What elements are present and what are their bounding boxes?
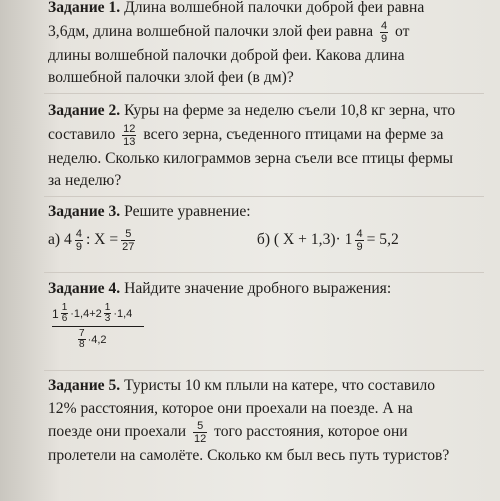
- task-2-line-3: неделю. Сколько килограммов зерна съели все птицы фермы: [48, 149, 454, 167]
- fraction: $\frac{4}{9}$: [380, 19, 388, 45]
- task-3-equations: [48, 228, 488, 253]
- fraction-expression: [52, 303, 144, 350]
- expression-numerator: 1 $\frac{1}{6}$ ·1,4+2 $\frac{1}{3}$ ·1,4: [52, 302, 133, 324]
- task-5-line-4: пролетели на самолёте. Сколько км был весь путь туристов?: [48, 447, 450, 464]
- task-2: [48, 100, 488, 193]
- equation-a: а) 4 $\frac{4}{9}$ : Х = $\frac{5}{27}$: [48, 227, 135, 253]
- task-4-label: Задание 4.: [48, 280, 121, 297]
- divider: [44, 272, 484, 273]
- equation-b: б) ( Х + 1,3)· 1 $\frac{4}{9}$ = 5,2: [256, 227, 399, 253]
- fraction: $\frac{1}{3}$: [104, 302, 111, 324]
- fraction: $\frac{12}{13}$: [123, 122, 136, 148]
- fraction: $\frac{5}{12}$: [194, 420, 207, 445]
- task-5: [48, 375, 488, 468]
- divider: [44, 93, 484, 94]
- task-2-label: Задание 2.: [48, 102, 121, 119]
- task-4-line-1: Задание 4. Найдите значение дробного выражения:: [48, 280, 392, 297]
- fraction: $\frac{5}{27}$: [122, 227, 135, 253]
- divider: [44, 196, 484, 197]
- expression-fraction-bar: [52, 326, 144, 327]
- task-2-line-2: составило $\frac{12}{13}$ всего зерна, съеденного птицами на ферме за: [48, 122, 444, 148]
- task-1-line-4: волшебной палочки злой феи (в дм)?: [48, 69, 294, 86]
- task-5-line-3: поезде они проехали $\frac{5}{12}$ того расстояния, которое они: [48, 420, 408, 445]
- fraction: $\frac{1}{6}$: [61, 302, 68, 324]
- task-5-line-1: Задание 5. Туристы 10 км плыли на катере, что составило: [48, 377, 436, 394]
- task-1-line-1: Задание 1. Длина волшебной палочки доброй феи равна: [48, 0, 425, 16]
- task-3-label: Задание 3.: [48, 203, 121, 220]
- task-3-line-1: Задание 3. Решите уравнение:: [48, 203, 251, 220]
- task-1-label: Задание 1.: [48, 0, 121, 16]
- task-1-line-3: длины волшебной палочки доброй феи. Какова длина: [48, 46, 405, 64]
- divider: [44, 370, 484, 371]
- fraction: $\frac{4}{9}$: [356, 227, 363, 253]
- fraction: $\frac{4}{9}$: [75, 227, 82, 253]
- task-3: [48, 201, 488, 253]
- task-5-label: Задание 5.: [48, 377, 121, 394]
- task-2-line-4: за неделю?: [48, 172, 122, 189]
- task-1-line-2: 3,6дм, длина волшебной палочки злой феи равна $\frac{4}{9}$ от: [48, 19, 410, 45]
- task-4: [48, 278, 488, 301]
- task-5-line-2: 12% расстояния, которое они проехали на поезде. А на: [48, 399, 413, 417]
- task-2-line-1: Задание 2. Куры на ферме за неделю съели 10,8 кг зерна, что: [48, 102, 456, 119]
- fraction: $\frac{7}{8}$: [79, 328, 85, 350]
- expression-denominator: $\frac{7}{8}$ ·4,2: [79, 328, 107, 350]
- task-1: [48, 0, 488, 90]
